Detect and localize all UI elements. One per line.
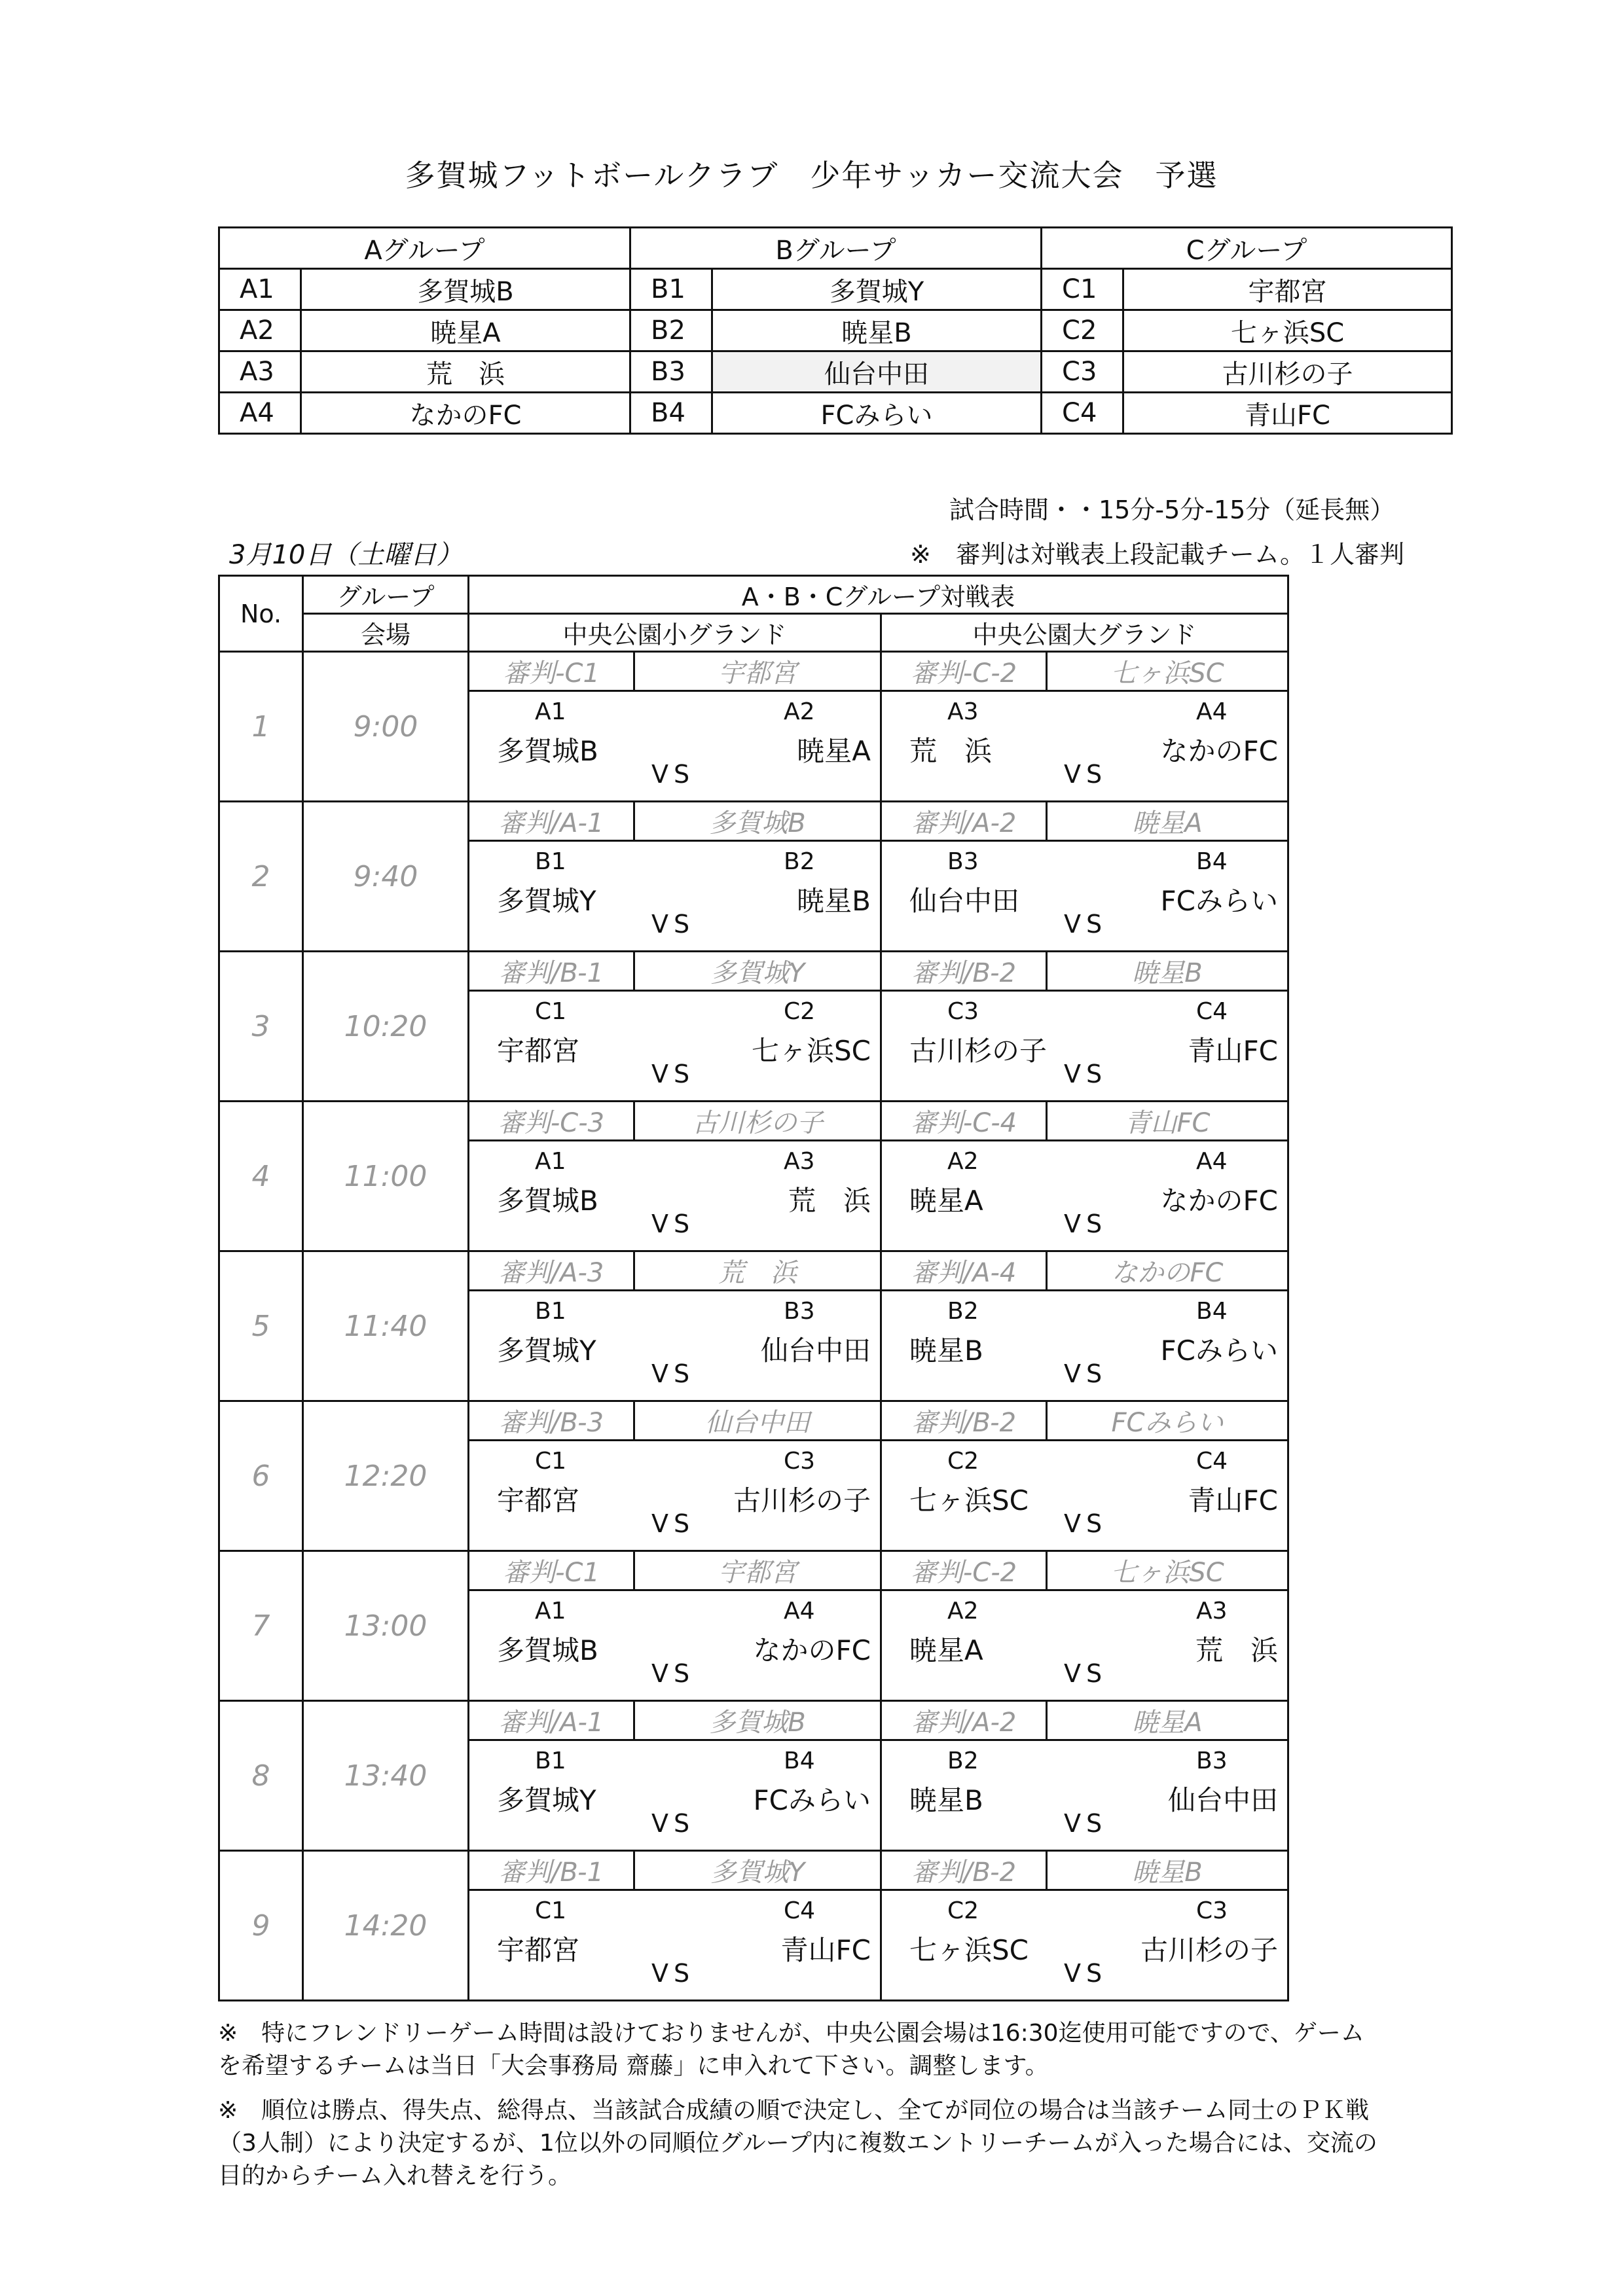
referee-label: 審判-C1	[469, 652, 634, 691]
match-number: 6	[219, 1401, 303, 1551]
team-code: B2	[947, 1298, 979, 1325]
team-code: C4	[1196, 1448, 1228, 1475]
team-code: B2	[947, 1748, 979, 1774]
group-b-header: Bグループ	[630, 228, 1042, 269]
group-code: C1	[1042, 269, 1123, 310]
team-code: B4	[1196, 848, 1228, 875]
team-name: なかのFC	[1160, 735, 1278, 767]
team-code: B1	[535, 1748, 566, 1774]
vs-label: VS	[651, 1060, 695, 1088]
referee-team: 仙台中田	[634, 1401, 881, 1441]
team-name: 暁星B	[797, 885, 871, 917]
match-small-ground	[469, 1740, 881, 1851]
team-name: 古川杉の子	[733, 1484, 871, 1516]
match-large-ground	[881, 691, 1288, 802]
referee-team: 暁星B	[1047, 1851, 1288, 1890]
team-name: 暁星A	[909, 1634, 983, 1666]
referee-label: 審判/A-2	[881, 1701, 1047, 1740]
group-a-header: Aグループ	[219, 228, 630, 269]
team-name: 宇都宮	[497, 1484, 580, 1516]
group-table	[218, 226, 1453, 435]
team-name: 青山FC	[780, 1934, 871, 1966]
footer-note-line: ※ 特にフレンドリーゲーム時間は設けておりませんが、中央公園会場は16:30迄使用可能ですので、ゲーム	[218, 2020, 1364, 2047]
team-code: A3	[947, 698, 979, 725]
referee-team: 多賀城Y	[634, 1851, 881, 1890]
referee-team: 宇都宮	[634, 652, 881, 691]
team-name: 古川杉の子	[1140, 1934, 1278, 1966]
team-code: B2	[784, 848, 815, 875]
vs-label: VS	[651, 1959, 695, 1988]
team-name: 荒 浜	[909, 735, 993, 767]
matchup-header: A・B・Cグループ対戦表	[469, 576, 1288, 614]
team-name: 七ヶ浜SC	[909, 1484, 1029, 1516]
vs-label: VS	[651, 1210, 695, 1238]
group-team: 宇都宮	[1123, 269, 1452, 310]
team-code: B3	[947, 848, 979, 875]
group-code: C2	[1042, 310, 1123, 351]
vs-label: VS	[651, 1509, 695, 1538]
footer-note-1	[218, 2017, 1449, 2083]
referee-label: 審判/B-2	[881, 1851, 1047, 1890]
referee-team: 古川杉の子	[634, 1102, 881, 1141]
match-large-ground	[881, 1441, 1288, 1551]
team-name: なかのFC	[1160, 1185, 1278, 1217]
match-large-ground	[881, 1890, 1288, 2001]
vs-label: VS	[651, 910, 695, 939]
col-no-header: No.	[219, 576, 303, 652]
group-team: 暁星B	[712, 310, 1042, 351]
group-code: A1	[219, 269, 301, 310]
match-number: 1	[219, 652, 303, 802]
team-name: 宇都宮	[497, 1934, 580, 1966]
col-group-header: グループ	[303, 576, 469, 614]
team-name: 多賀城B	[497, 1185, 598, 1217]
team-name: 多賀城Y	[497, 885, 596, 917]
team-name: 暁星B	[909, 1784, 983, 1816]
vs-label: VS	[1064, 1210, 1108, 1238]
page-title: 多賀城フットボールクラブ 少年サッカー交流大会 予選	[405, 158, 1218, 193]
group-team: 古川杉の子	[1123, 351, 1452, 393]
vs-label: VS	[1064, 1809, 1108, 1838]
team-code: A2	[947, 1598, 979, 1624]
referee-label: 審判-C-2	[881, 652, 1047, 691]
match-number: 5	[219, 1251, 303, 1401]
team-name: 多賀城B	[497, 1634, 598, 1666]
match-large-ground	[881, 841, 1288, 952]
team-code: A2	[947, 1148, 979, 1175]
match-time: 13:00	[303, 1551, 469, 1701]
venue-small-header: 中央公園小グランド	[469, 614, 881, 652]
vs-label: VS	[1064, 1959, 1108, 1988]
vs-label: VS	[651, 1659, 695, 1688]
referee-label: 審判-C-3	[469, 1102, 634, 1141]
footer-note-line: を希望するチームは当日「大会事務局 齋藤」に申入れて下さい。調整します。	[218, 2053, 1049, 2079]
team-code: C4	[784, 1897, 816, 1924]
team-code: B4	[1196, 1298, 1228, 1325]
match-time: 13:40	[303, 1701, 469, 1851]
team-name: 宇都宮	[497, 1035, 580, 1067]
referee-label: 審判-C-4	[881, 1102, 1047, 1141]
vs-label: VS	[1064, 1359, 1108, 1388]
vs-label: VS	[651, 1809, 695, 1838]
team-code: A3	[784, 1148, 815, 1175]
group-team: 仙台中田	[712, 351, 1042, 393]
referee-label: 審判/A-2	[881, 802, 1047, 841]
match-time: 9:40	[303, 802, 469, 952]
team-name: 仙台中田	[1167, 1784, 1278, 1816]
referee-label: 審判/B-2	[881, 952, 1047, 991]
referee-label: 審判/A-4	[881, 1251, 1047, 1291]
match-time: 11:00	[303, 1102, 469, 1251]
match-small-ground	[469, 1590, 881, 1701]
team-code: C4	[1196, 998, 1228, 1025]
match-small-ground	[469, 691, 881, 802]
team-name: 暁星A	[909, 1185, 983, 1217]
referee-label: 審判/B-1	[469, 952, 634, 991]
group-code: A2	[219, 310, 301, 351]
match-number: 3	[219, 952, 303, 1102]
group-team: 荒 浜	[301, 351, 630, 393]
team-name: 暁星B	[909, 1335, 983, 1367]
team-code: C1	[535, 1897, 567, 1924]
group-team: 多賀城Y	[712, 269, 1042, 310]
team-code: C2	[784, 998, 816, 1025]
team-name: 七ヶ浜SC	[909, 1934, 1029, 1966]
group-code: B4	[630, 393, 712, 434]
match-date: 3月10日（土曜日）	[229, 540, 463, 570]
referee-team: 七ヶ浜SC	[1047, 1551, 1288, 1590]
referee-label: 審判/A-1	[469, 802, 634, 841]
team-name: 多賀城Y	[497, 1335, 596, 1367]
group-team: 多賀城B	[301, 269, 630, 310]
team-name: 古川杉の子	[909, 1035, 1048, 1067]
footer-note-line: 目的からチーム入れ替えを行う。	[218, 2162, 572, 2189]
vs-label: VS	[1064, 910, 1108, 939]
footer-note-line: ※ 順位は勝点、得失点、総得点、当該試合成績の順で決定し、全てが同位の場合は当該チーム同士のＰＫ戦	[218, 2097, 1370, 2124]
match-small-ground	[469, 1890, 881, 2001]
match-time-note: 試合時間・・15分-5分-15分（延長無）	[949, 495, 1395, 524]
group-code: C3	[1042, 351, 1123, 393]
team-code: A4	[1196, 1148, 1228, 1175]
team-name: FCみらい	[1160, 885, 1278, 917]
match-small-ground	[469, 841, 881, 952]
team-name: FCみらい	[1160, 1335, 1278, 1367]
footer-note-2	[218, 2094, 1449, 2193]
team-code: C2	[947, 1448, 979, 1475]
team-name: 仙台中田	[760, 1335, 871, 1367]
group-code: A4	[219, 393, 301, 434]
referee-team: FCみらい	[1047, 1401, 1288, 1441]
referee-label: 審判/B-2	[881, 1401, 1047, 1441]
referee-team: 多賀城B	[634, 1701, 881, 1740]
team-name: 仙台中田	[909, 885, 1020, 917]
vs-label: VS	[1064, 760, 1108, 789]
match-small-ground	[469, 1441, 881, 1551]
match-number: 4	[219, 1102, 303, 1251]
venue-large-header: 中央公園大グランド	[881, 614, 1288, 652]
team-name: 青山FC	[1188, 1484, 1278, 1516]
team-code: A1	[535, 698, 566, 725]
referee-label: 審判-C1	[469, 1551, 634, 1590]
team-code: A3	[1196, 1598, 1228, 1624]
match-number: 2	[219, 802, 303, 952]
match-small-ground	[469, 1291, 881, 1401]
referee-team: 七ヶ浜SC	[1047, 652, 1288, 691]
group-team: 青山FC	[1123, 393, 1452, 434]
team-code: B1	[535, 1298, 566, 1325]
team-code: A1	[535, 1148, 566, 1175]
vs-label: VS	[651, 760, 695, 789]
referee-team: なかのFC	[1047, 1251, 1288, 1291]
referee-team: 宇都宮	[634, 1551, 881, 1590]
group-team: なかのFC	[301, 393, 630, 434]
schedule-table	[218, 575, 1289, 2001]
match-time: 11:40	[303, 1251, 469, 1401]
vs-label: VS	[1064, 1659, 1108, 1688]
referee-label: 審判/A-1	[469, 1701, 634, 1740]
footer-note-line: （3人制）により決定するが、1位以外の同順位グループ内に複数エントリーチームが入った場合には、交流の	[218, 2130, 1377, 2157]
group-team: FCみらい	[712, 393, 1042, 434]
team-name: 荒 浜	[1195, 1634, 1278, 1666]
match-number: 9	[219, 1851, 303, 2001]
referee-team: 多賀城Y	[634, 952, 881, 991]
match-large-ground	[881, 1740, 1288, 1851]
team-name: 青山FC	[1188, 1035, 1278, 1067]
match-number: 8	[219, 1701, 303, 1851]
referee-team: 暁星B	[1047, 952, 1288, 991]
team-code: A1	[535, 1598, 566, 1624]
match-large-ground	[881, 1291, 1288, 1401]
col-venue-header: 会場	[303, 614, 469, 652]
match-small-ground	[469, 991, 881, 1102]
team-code: C1	[535, 998, 567, 1025]
match-number: 7	[219, 1551, 303, 1701]
match-large-ground	[881, 1141, 1288, 1251]
team-name: 多賀城Y	[497, 1784, 596, 1816]
referee-label: 審判-C-2	[881, 1551, 1047, 1590]
group-team: 七ヶ浜SC	[1123, 310, 1452, 351]
group-code: A3	[219, 351, 301, 393]
team-code: B4	[784, 1748, 815, 1774]
team-code: B3	[784, 1298, 815, 1325]
team-name: 多賀城B	[497, 735, 598, 767]
referee-label: 審判/A-3	[469, 1251, 634, 1291]
team-code: B3	[1196, 1748, 1228, 1774]
referee-team: 暁星A	[1047, 802, 1288, 841]
match-large-ground	[881, 1590, 1288, 1701]
group-team: 暁星A	[301, 310, 630, 351]
vs-label: VS	[1064, 1060, 1108, 1088]
match-time: 14:20	[303, 1851, 469, 2001]
team-code: C3	[947, 998, 979, 1025]
team-code: C2	[947, 1897, 979, 1924]
match-time: 10:20	[303, 952, 469, 1102]
team-code: C1	[535, 1448, 567, 1475]
team-name: FCみらい	[753, 1784, 871, 1816]
team-name: 七ヶ浜SC	[752, 1035, 871, 1067]
referee-note: ※ 審判は対戦表上段記載チーム。１人審判	[910, 540, 1404, 569]
referee-team: 青山FC	[1047, 1102, 1288, 1141]
group-code: B1	[630, 269, 712, 310]
team-code: B1	[535, 848, 566, 875]
referee-team: 多賀城B	[634, 802, 881, 841]
group-code: B2	[630, 310, 712, 351]
team-code: C3	[1196, 1897, 1228, 1924]
team-name: 荒 浜	[788, 1185, 871, 1217]
referee-label: 審判/B-1	[469, 1851, 634, 1890]
group-code: C4	[1042, 393, 1123, 434]
team-name: なかのFC	[753, 1634, 871, 1666]
match-small-ground	[469, 1141, 881, 1251]
group-code: B3	[630, 351, 712, 393]
referee-team: 暁星A	[1047, 1701, 1288, 1740]
match-time: 9:00	[303, 652, 469, 802]
team-code: A2	[784, 698, 815, 725]
team-code: A4	[784, 1598, 815, 1624]
group-c-header: Cグループ	[1042, 228, 1452, 269]
team-name: 暁星A	[797, 735, 871, 767]
team-code: A4	[1196, 698, 1228, 725]
match-large-ground	[881, 991, 1288, 1102]
match-time: 12:20	[303, 1401, 469, 1551]
referee-label: 審判/B-3	[469, 1401, 634, 1441]
team-code: C3	[784, 1448, 816, 1475]
referee-team: 荒 浜	[634, 1251, 881, 1291]
vs-label: VS	[1064, 1509, 1108, 1538]
vs-label: VS	[651, 1359, 695, 1388]
